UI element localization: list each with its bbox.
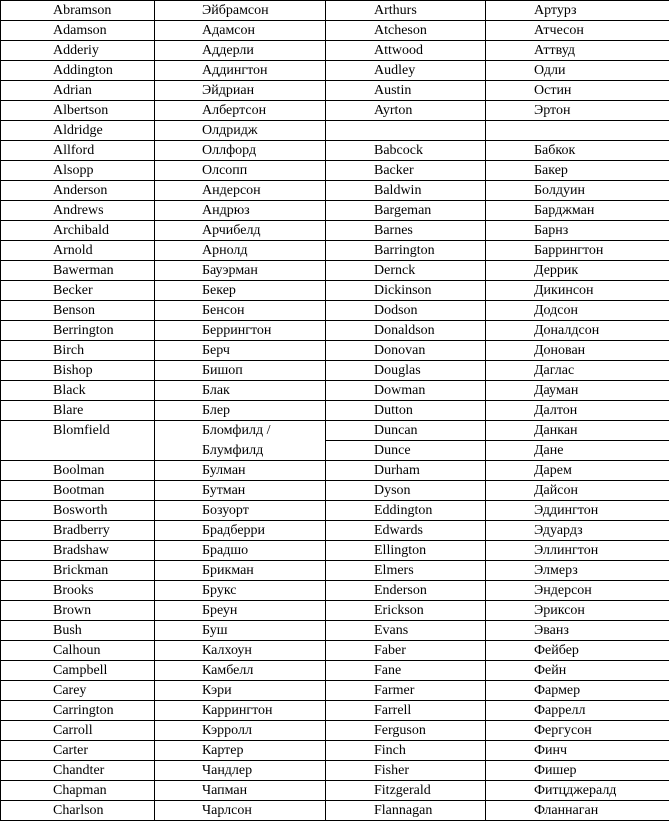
table-row (1, 621, 669, 641)
russian-name-cell: Эванз (486, 621, 669, 641)
table-row (1, 461, 669, 481)
russian-name-cell: Деррик (486, 261, 669, 281)
table-row (1, 521, 669, 541)
english-name-cell: Adderiy (1, 41, 155, 61)
russian-name-cell: Бозуорт (155, 501, 326, 521)
english-name-cell: Edwards (326, 521, 486, 541)
russian-name-cell: Атчесон (486, 21, 669, 41)
table-row (1, 781, 669, 801)
table-row (1, 481, 669, 501)
english-name-cell: Duncan (326, 421, 486, 441)
russian-name-cell: Олсопп (155, 161, 326, 181)
table-row (1, 721, 669, 741)
russian-name-cell: Берч (155, 341, 326, 361)
russian-name-cell: Кэри (155, 681, 326, 701)
english-name-cell: Ayrton (326, 101, 486, 121)
english-name-cell: Fitzgerald (326, 781, 486, 801)
table-row (1, 541, 669, 561)
english-name-cell: Flannagan (326, 801, 486, 821)
english-name-cell: Blomfield (1, 421, 155, 441)
russian-name-cell: Фланнаган (486, 801, 669, 821)
english-name-cell: Albertson (1, 101, 155, 121)
russian-name-cell: Бекер (155, 281, 326, 301)
english-name-cell: Boolman (1, 461, 155, 481)
russian-name-cell: Дайсон (486, 481, 669, 501)
russian-name-cell: Далтон (486, 401, 669, 421)
russian-name-cell: Бреун (155, 601, 326, 621)
english-name-cell: Abramson (1, 1, 155, 21)
russian-name-cell: Эндерсон (486, 581, 669, 601)
russian-name-cell: Оллфорд (155, 141, 326, 161)
russian-name-cell: Донован (486, 341, 669, 361)
russian-name-cell: Фишер (486, 761, 669, 781)
russian-name-cell: Брикман (155, 561, 326, 581)
russian-name-cell: Болдуин (486, 181, 669, 201)
english-name-cell: Bosworth (1, 501, 155, 521)
english-name-cell (1, 441, 155, 461)
english-name-cell: Barnes (326, 221, 486, 241)
table-row (1, 441, 669, 461)
english-name-cell: Arnold (1, 241, 155, 261)
russian-name-cell: Фейн (486, 661, 669, 681)
table-row (1, 161, 669, 181)
russian-name-cell: Фейбер (486, 641, 669, 661)
russian-name-cell: Даглас (486, 361, 669, 381)
russian-name-cell: Адамсон (155, 21, 326, 41)
table-row (1, 261, 669, 281)
english-name-cell: Bush (1, 621, 155, 641)
russian-name-cell: Албертсон (155, 101, 326, 121)
english-name-cell: Dutton (326, 401, 486, 421)
english-name-cell: Bishop (1, 361, 155, 381)
english-name-cell: Adrian (1, 81, 155, 101)
english-name-cell: Audley (326, 61, 486, 81)
table-row (1, 321, 669, 341)
table-row (1, 501, 669, 521)
russian-name-cell: Андерсон (155, 181, 326, 201)
table-row (1, 181, 669, 201)
russian-name-cell: Брадшо (155, 541, 326, 561)
table-row (1, 641, 669, 661)
table-row (1, 381, 669, 401)
english-name-cell: Carroll (1, 721, 155, 741)
russian-name-cell: Булман (155, 461, 326, 481)
russian-name-cell: Доналдсон (486, 321, 669, 341)
table-row (1, 681, 669, 701)
table-row (1, 661, 669, 681)
russian-name-cell: Брукс (155, 581, 326, 601)
russian-name-cell: Кэрролл (155, 721, 326, 741)
english-name-cell: Chandter (1, 761, 155, 781)
russian-name-cell: Бауэрман (155, 261, 326, 281)
table-row (1, 761, 669, 781)
table-row (1, 61, 669, 81)
english-name-cell: Blare (1, 401, 155, 421)
russian-name-cell: Олдридж (155, 121, 326, 141)
russian-name-cell: Эртон (486, 101, 669, 121)
russian-name-cell: Дарем (486, 461, 669, 481)
english-name-cell: Ellington (326, 541, 486, 561)
english-name-cell: Archibald (1, 221, 155, 241)
russian-name-cell: Дане (486, 441, 669, 461)
russian-name-cell: Артурз (486, 1, 669, 21)
table-row (1, 241, 669, 261)
russian-name-cell (486, 121, 669, 141)
russian-name-cell: Барнз (486, 221, 669, 241)
english-name-cell: Becker (1, 281, 155, 301)
russian-name-cell: Аттвуд (486, 41, 669, 61)
english-name-cell: Douglas (326, 361, 486, 381)
table-row (1, 201, 669, 221)
english-name-cell: Farmer (326, 681, 486, 701)
table-row (1, 341, 669, 361)
english-name-cell: Carter (1, 741, 155, 761)
russian-name-cell: Эйдриан (155, 81, 326, 101)
russian-name-cell: Арнолд (155, 241, 326, 261)
russian-name-cell: Одли (486, 61, 669, 81)
table-row (1, 561, 669, 581)
table-row (1, 421, 669, 441)
russian-name-cell: Блак (155, 381, 326, 401)
english-name-cell: Baldwin (326, 181, 486, 201)
russian-name-cell: Калхоун (155, 641, 326, 661)
russian-name-cell: Дауман (486, 381, 669, 401)
russian-name-cell: Каррингтон (155, 701, 326, 721)
table-row (1, 361, 669, 381)
english-name-cell: Elmers (326, 561, 486, 581)
table-row (1, 21, 669, 41)
english-name-cell: Farrell (326, 701, 486, 721)
english-name-cell: Dyson (326, 481, 486, 501)
russian-name-cell: Фитцджералд (486, 781, 669, 801)
table-row (1, 141, 669, 161)
english-name-cell: Donovan (326, 341, 486, 361)
table-body (1, 1, 669, 821)
russian-name-cell: Фаррелл (486, 701, 669, 721)
table-row (1, 281, 669, 301)
russian-name-cell: Додсон (486, 301, 669, 321)
english-name-cell: Finch (326, 741, 486, 761)
english-name-cell: Campbell (1, 661, 155, 681)
english-name-cell: Erickson (326, 601, 486, 621)
english-name-cell: Carey (1, 681, 155, 701)
english-name-cell: Brickman (1, 561, 155, 581)
russian-name-cell: Аддингтон (155, 61, 326, 81)
russian-name-cell: Эйбрамсон (155, 1, 326, 21)
table-row (1, 221, 669, 241)
table-row (1, 1, 669, 21)
russian-name-cell: Андрюз (155, 201, 326, 221)
russian-name-cell: Блумфилд (155, 441, 326, 461)
english-name-cell: Charlson (1, 801, 155, 821)
english-name-cell: Enderson (326, 581, 486, 601)
table-row (1, 741, 669, 761)
english-name-cell: Brown (1, 601, 155, 621)
english-name-cell: Bawerman (1, 261, 155, 281)
table-row (1, 101, 669, 121)
english-name-cell: Babcock (326, 141, 486, 161)
english-name-cell: Faber (326, 641, 486, 661)
russian-name-cell: Остин (486, 81, 669, 101)
english-name-cell: Evans (326, 621, 486, 641)
table-row (1, 121, 669, 141)
english-name-cell: Backer (326, 161, 486, 181)
russian-name-cell: Чарлсон (155, 801, 326, 821)
english-name-cell: Dernck (326, 261, 486, 281)
english-name-cell: Attwood (326, 41, 486, 61)
russian-name-cell: Бутман (155, 481, 326, 501)
english-name-cell: Addington (1, 61, 155, 81)
russian-name-cell: Баррингтон (486, 241, 669, 261)
russian-name-cell: Бишоп (155, 361, 326, 381)
english-name-cell: Aldridge (1, 121, 155, 141)
english-name-cell: Chapman (1, 781, 155, 801)
table-row (1, 401, 669, 421)
english-name-cell: Durham (326, 461, 486, 481)
russian-name-cell: Фергусон (486, 721, 669, 741)
english-name-cell: Bargeman (326, 201, 486, 221)
english-name-cell: Donaldson (326, 321, 486, 341)
english-name-cell: Ferguson (326, 721, 486, 741)
table-row (1, 601, 669, 621)
russian-name-cell: Дикинсон (486, 281, 669, 301)
english-name-cell: Fane (326, 661, 486, 681)
russian-name-cell: Данкан (486, 421, 669, 441)
russian-name-cell: Картер (155, 741, 326, 761)
russian-name-cell: Бенсон (155, 301, 326, 321)
russian-name-cell: Чандлер (155, 761, 326, 781)
russian-name-cell: Эриксон (486, 601, 669, 621)
russian-name-cell: Бломфилд / (155, 421, 326, 441)
russian-name-cell: Чапман (155, 781, 326, 801)
english-name-cell: Dodson (326, 301, 486, 321)
russian-name-cell: Брадберри (155, 521, 326, 541)
russian-name-cell: Эдуардз (486, 521, 669, 541)
table-row (1, 801, 669, 821)
english-name-cell (326, 121, 486, 141)
table-row (1, 701, 669, 721)
english-name-cell: Austin (326, 81, 486, 101)
english-name-cell: Bootman (1, 481, 155, 501)
russian-name-cell: Арчибелд (155, 221, 326, 241)
russian-name-cell: Фармер (486, 681, 669, 701)
english-name-cell: Barrington (326, 241, 486, 261)
english-name-cell: Atcheson (326, 21, 486, 41)
russian-name-cell: Эддингтон (486, 501, 669, 521)
russian-name-cell: Элмерз (486, 561, 669, 581)
russian-name-cell: Эллингтон (486, 541, 669, 561)
english-name-cell: Andrews (1, 201, 155, 221)
english-name-cell: Bradberry (1, 521, 155, 541)
russian-name-cell: Финч (486, 741, 669, 761)
english-name-cell: Arthurs (326, 1, 486, 21)
russian-name-cell: Буш (155, 621, 326, 641)
russian-name-cell: Бабкок (486, 141, 669, 161)
english-name-cell: Carrington (1, 701, 155, 721)
english-name-cell: Black (1, 381, 155, 401)
english-name-cell: Dickinson (326, 281, 486, 301)
english-name-cell: Fisher (326, 761, 486, 781)
english-name-cell: Dowman (326, 381, 486, 401)
english-name-cell: Birch (1, 341, 155, 361)
english-name-cell: Dunce (326, 441, 486, 461)
russian-name-cell: Аддерли (155, 41, 326, 61)
russian-name-cell: Барджман (486, 201, 669, 221)
english-name-cell: Calhoun (1, 641, 155, 661)
english-name-cell: Brooks (1, 581, 155, 601)
russian-name-cell: Блер (155, 401, 326, 421)
russian-name-cell: Бакер (486, 161, 669, 181)
table-row (1, 301, 669, 321)
english-name-cell: Alsopp (1, 161, 155, 181)
english-name-cell: Benson (1, 301, 155, 321)
table-row (1, 81, 669, 101)
russian-name-cell: Камбелл (155, 661, 326, 681)
english-name-cell: Anderson (1, 181, 155, 201)
english-name-cell: Berrington (1, 321, 155, 341)
english-name-cell: Allford (1, 141, 155, 161)
english-name-cell: Adamson (1, 21, 155, 41)
russian-name-cell: Беррингтон (155, 321, 326, 341)
english-name-cell: Eddington (326, 501, 486, 521)
table-row (1, 581, 669, 601)
english-name-cell: Bradshaw (1, 541, 155, 561)
table-row (1, 41, 669, 61)
